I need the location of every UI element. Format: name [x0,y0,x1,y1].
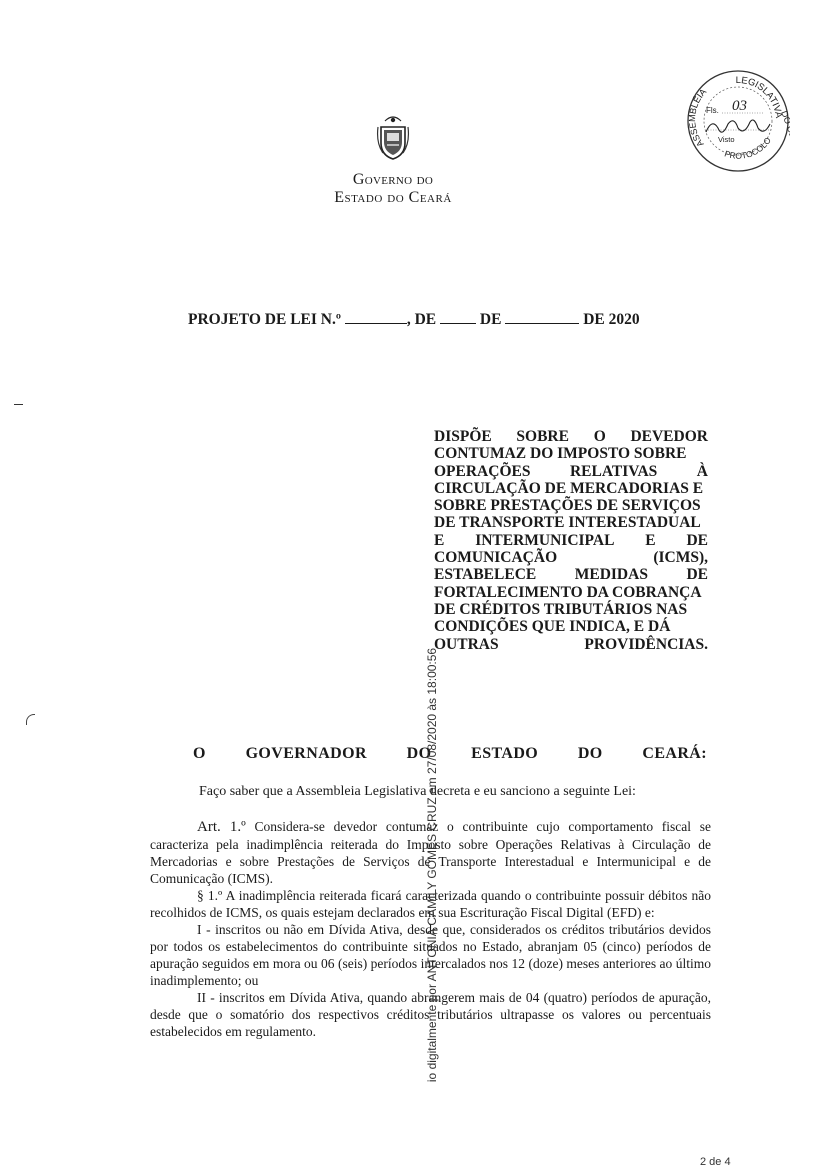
stamp-fls-label: Fls. [706,106,719,115]
bill-month-blank [505,311,579,324]
ementa-line [434,618,708,635]
ementa-word: DISPÕE [434,428,492,445]
ementa-line [434,497,708,514]
stamp-bottom-text: PROTOCOLO [723,135,773,161]
paragraph-1: § 1.º A inadimplência reiterada ficará caracterizada quando o contribuinte possuir débitos não recolhidos de ICMS, os quais estejam declarados em sua Escrituração Fiscal Digital (EFD) e: [150,888,711,920]
ementa-word: (ICMS), [653,549,708,567]
ementa-word: ESTABELECE [434,566,537,584]
signature-icon [706,120,770,132]
ementa-line [434,566,708,583]
stamp-left-text: ASSEMBLÉIA [687,86,709,149]
ementa-word: RELATIVAS [569,462,658,480]
governor-word: DO [406,745,432,762]
ementa-word: CONDIÇÕES QUE INDICA, E DÁ [434,618,671,636]
ementa-line [434,480,708,497]
ementa-word: INTERMUNICIPAL [475,531,615,549]
state-crest-icon [375,113,411,163]
bill-title [188,311,648,329]
article-1-label: Art. 1.º [197,819,246,835]
ementa-word: MEDIDAS [574,566,648,584]
ementa-line [434,514,708,531]
ementa-word: À [696,462,708,480]
ementa-line [434,532,708,549]
stamp-visto-label: Visto [718,135,735,144]
ementa-word: SOBRE [516,428,569,445]
ementa-word: O [593,428,606,445]
governor-line [193,745,707,763]
ementa-word: SOBRE PRESTAÇÕES DE SERVIÇOS [434,497,701,515]
ementa-line [434,445,708,462]
enactment-clause: Faço saber que a Assembleia Legislativa decreta e eu sanciono a seguinte Lei: [199,784,636,799]
governor-word: DO [577,745,603,762]
ementa-word: CIRCULAÇÃO DE MERCADORIAS E [434,479,704,497]
ementa-line [434,428,708,445]
bill-title-de1: , DE [406,311,437,328]
ementa-line [434,601,708,618]
ementa-word: DE TRANSPORTE INTERESTADUAL [434,514,701,532]
ementa-line [434,584,708,601]
ementa-word: DEVEDOR [630,428,708,445]
ementa-word: FORTALECIMENTO DA COBRANÇA [434,583,702,601]
stamp-top-text: LEGISLATIVA [735,74,784,119]
page-number: 2 de 4 [700,1156,731,1168]
bill-number-blank [345,311,407,324]
ementa-word: DE [686,531,708,549]
scan-mark [14,404,23,405]
ementa-word: CONTUMAZ DO IMPOSTO SOBRE [434,445,687,463]
header-line-1: Governo do [352,171,434,188]
governor-word: O [193,745,206,762]
governor-word: ESTADO [471,745,539,762]
scan-mark [26,714,35,725]
ementa-line [434,636,708,653]
governor-word: CEARÁ: [642,745,707,762]
bill-day-blank [440,311,476,324]
item-2: II - inscritos em Dívida Ativa, quando abrangerem mais de 04 (quatro) períodos de apuração, desde que o somatório dos respectivos créditos tributários ultrapasse os valores ou percentuais estabelecidos em regulamento. [150,990,711,1039]
bill-title-prefix: PROJETO DE LEI N.º [188,311,341,328]
ementa-word: PROVIDÊNCIAS. [584,635,708,653]
article-1-text: Considera-se devedor contumaz o contribuinte cujo comportamento fiscal se caracteriza pela inadimplência reiterada do Imposto sobre Operações Relativas à Circulação de Mercadorias e sobre Prestações de Serviços de Transporte Interestadual e Intermunicipal e de Comunicação (ICMS). [150,819,711,886]
header-line-2: Estado do Ceará [334,189,452,206]
bill-title-de3: DE 2020 [583,311,640,328]
ementa [434,428,708,653]
ementa-line [434,549,708,566]
protocol-stamp [682,66,790,176]
ementa-word: COMUNICAÇÃO [434,549,558,567]
ementa-word: OPERAÇÕES [434,462,531,480]
ementa-word: E [645,531,656,549]
ementa-word: OUTRAS [434,635,499,653]
digital-signature-note: io digitalmente por ANTONIA CAMILY GOMES CRUZ em 27/08/2020 às 18:00:56 [425,647,439,1083]
governor-word: GOVERNADOR [245,745,367,762]
item-1: I - inscritos ou não em Dívida Ativa, desde que, considerados os créditos tributários devidos por todos os estabelecimentos do contribuinte situados no Estado, abranjam 05 (cinco) períodos de apuração seguidos em mora ou 06 (seis) períodos intercalados nos 12 (doze) meses anteriores ao último inadimplemento; ou [150,922,711,988]
bill-title-de2: DE [479,311,502,328]
ementa-word: DE [686,566,708,584]
stamp-fls-value: 03 [732,98,747,114]
ementa-word: E [434,531,445,549]
stamp-right-text: DO CEARÁ [779,109,790,157]
ementa-line [434,463,708,480]
ementa-word: DE CRÉDITOS TRIBUTÁRIOS NAS [434,600,688,618]
